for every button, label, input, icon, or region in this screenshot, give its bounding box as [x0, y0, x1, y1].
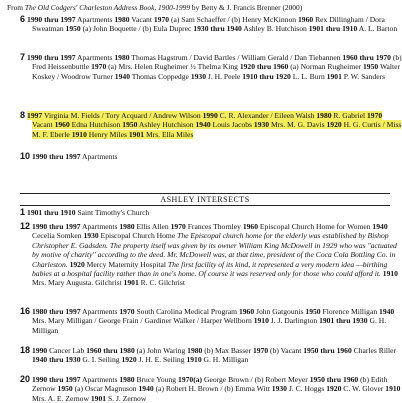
occupant-text: G. H. Milligan	[32, 316, 387, 335]
year-range: 1940 thru 1930	[32, 355, 81, 365]
occupant-text: (a) John Waring	[134, 346, 188, 355]
occupant-text: Henry Miles	[86, 129, 129, 139]
address-number: 6	[20, 14, 26, 24]
year-range: 1910	[253, 316, 269, 326]
occupant-text: Mrs. M. G. Davis	[269, 120, 327, 130]
occupant-text: R. C. Gilchrist	[138, 278, 185, 288]
year-range: 1970	[170, 222, 186, 231]
address-entry	[20, 111, 402, 139]
year-range: 1940	[195, 120, 211, 130]
occupant-text: Thomas Coppedge	[129, 71, 191, 81]
year-range: 1980	[119, 222, 135, 231]
occupant-text: Apartments	[75, 53, 115, 62]
address-entry	[20, 208, 402, 217]
year-range: 1970	[153, 15, 170, 24]
year-range: 1980	[119, 375, 135, 384]
occupant-text: Ellis Allen	[134, 222, 171, 231]
year-range: 1990 thru 1997	[32, 375, 81, 384]
entry-text	[32, 222, 398, 287]
entry-text	[32, 375, 400, 403]
address-entry	[20, 53, 402, 81]
year-range: 1920	[69, 259, 85, 269]
occupant-text: (a) John Boquette / (b) Eula Duprec	[80, 24, 194, 34]
year-range: 1901	[90, 393, 107, 403]
address-number: 1	[20, 207, 26, 217]
occupant-text: Mrs. Ella Miles	[144, 129, 194, 139]
year-range: 1901 thru 1910	[308, 24, 358, 34]
occupant-text: (a) Robert H. Brown / (b) Emma Witt	[153, 384, 272, 394]
year-range: 1960	[242, 222, 259, 231]
address-number: 7	[20, 52, 26, 62]
year-range: 1990 thru 1997	[27, 15, 76, 24]
year-range: 1910 thru 1920	[242, 71, 291, 81]
year-range: 1970	[119, 307, 135, 316]
entry-text	[27, 111, 401, 139]
year-range: 1901	[326, 71, 342, 81]
year-range: 1960 thru 1980	[86, 346, 135, 355]
year-range: 1950	[57, 384, 73, 394]
occupant-text: J. C. Hoggs	[286, 384, 327, 394]
year-range: 1950 thru 1960	[309, 375, 359, 384]
year-range: 1950 thru 1960	[303, 346, 352, 355]
year-range: 1950	[122, 120, 138, 130]
year-range: 1960	[54, 120, 70, 130]
entry-text	[32, 307, 394, 335]
year-range: 1960	[238, 307, 255, 316]
occupant-text: H. G. Curtis / Miss M. F. Eberle	[32, 120, 402, 139]
year-range: 1930	[253, 120, 270, 130]
entry-text	[27, 15, 397, 33]
occupant-text: J. J. Darlington	[268, 316, 320, 326]
occupant-text: Charles Riller	[351, 346, 397, 355]
year-range: 1970	[91, 62, 107, 72]
historical-note: The Episcopal church home for the elderly was established by Bishop Christopher E. Gadsden. The property itself was given by its owner William King McDowell in 1929 who was "actuated by motive of charity" according to the deed. Mr. McDowell was, at that time, president of the Coca Cola Bottling Co. in Charleston.	[32, 231, 397, 269]
year-range: 1990	[202, 111, 218, 120]
year-range: 1940	[138, 384, 154, 394]
year-range: 1940	[372, 222, 388, 231]
year-range: 1910	[385, 384, 401, 394]
occupant-text: (b) Edith Zernow	[32, 375, 388, 394]
occupant-text: Rex Dillingham / Dora Sweatman	[32, 15, 385, 34]
year-range: 1970(a)	[178, 375, 203, 384]
occupant-text: Apartments	[75, 15, 115, 24]
entry-text	[27, 208, 149, 217]
year-range: 1920	[326, 120, 342, 130]
entry-text	[27, 53, 402, 81]
year-range: 1980	[187, 346, 203, 355]
occupant-text: Thomas Hagstrum / David Bartles / William Gerald / Dan Tiebannen	[129, 53, 343, 62]
address-number: 10	[20, 151, 31, 161]
book-title: The Old Codgers' Charleston Address Book, 1900-1999	[24, 3, 191, 12]
year-range: 1930	[190, 71, 206, 81]
year-range: 1901	[123, 278, 139, 288]
year-range: 1901	[128, 129, 145, 139]
year-range: 1950	[305, 307, 321, 316]
year-range: 1920 thru 1960	[239, 62, 289, 72]
year-range: 1920	[121, 355, 137, 365]
occupant-text: J. H. E. Seiling	[136, 355, 187, 365]
address-number: 8	[20, 110, 26, 120]
occupant-text: Vacant	[32, 120, 55, 130]
occupant-text: J. H. Peele	[206, 71, 243, 81]
address-number: 20	[20, 374, 31, 384]
occupant-text: (b) Vacant	[268, 346, 304, 355]
year-range: 1970	[252, 346, 269, 355]
address-number: 12	[20, 221, 31, 231]
occupant-text: Mercy Maternity Hospital	[84, 259, 168, 269]
occupant-text: Cecelia Somken	[32, 231, 84, 241]
year-range: 1990	[32, 346, 48, 355]
occupant-text: (a) Sam Schaeffer / (b) Henry McKinnon	[169, 15, 298, 24]
occupant-text: (b) Max Basser	[202, 346, 253, 355]
occupant-text: Episcopal Church Home for Women	[258, 222, 373, 231]
occupant-text: Mrs. Mary Augusta. Gilchrist	[32, 278, 124, 288]
year-range: 1940	[114, 71, 130, 81]
occupant-text: Virginia M. Fields / Tory Acquard / Andrew Wilson	[42, 111, 203, 120]
year-range: 1990 thru 1997	[27, 53, 76, 62]
address-entry	[20, 307, 402, 335]
address-entry	[20, 375, 402, 403]
occupant-text: Mrs. Mary Milligan / George Frain / Gardiner Walker / Harper Wellborn	[32, 316, 254, 326]
year-range: 1930 thru 1940	[193, 24, 242, 34]
year-range: 1940	[379, 307, 395, 316]
address-entry	[20, 222, 402, 288]
year-range: 1990 thru 1997	[32, 152, 81, 161]
occupant-text: C. R. Alexander / Eileen Walsh	[217, 111, 317, 120]
occupant-text: Apartments	[80, 152, 118, 161]
year-range: 1960 thru 1970	[342, 53, 391, 62]
year-range: 1980	[316, 111, 332, 120]
occupant-text: South Carolina Medical Program	[134, 307, 239, 316]
occupant-text: Ashley Hutchison	[137, 120, 196, 130]
occupant-text: (b) Fred Heissenbuttle	[32, 53, 402, 72]
year-range: 1980	[114, 15, 130, 24]
occupant-text: (a) Mrs. Helen Rugheimer ½ Thelma King	[106, 62, 240, 72]
year-range: 1997	[27, 111, 43, 120]
occupant-text: Apartments	[80, 222, 120, 231]
occupant-text: Apartments	[80, 375, 120, 384]
occupant-text: Edna Hutchison	[69, 120, 123, 130]
year-range: 1930	[271, 384, 287, 394]
occupant-text: G. H. Milligan	[201, 355, 249, 365]
occupant-text: L. L. Burn	[290, 71, 327, 81]
occupant-text: C. W. Glover	[341, 384, 386, 394]
address-number: 16	[20, 306, 31, 316]
occupant-text: George Brown / (b) Robert Meyer	[202, 375, 310, 384]
occupant-text: Cancer Lab	[47, 346, 87, 355]
occupant-text: A. L. Barton	[357, 24, 398, 34]
address-entry	[20, 152, 402, 161]
entry-text	[32, 346, 396, 364]
occupant-text: G. I. Seiling	[80, 355, 122, 365]
year-range: 1910	[382, 269, 398, 279]
occupant-text: Bruce Young	[134, 375, 179, 384]
occupant-text: P. W. Sanders	[341, 71, 386, 81]
occupant-text: (a) Oscar Magnuson	[72, 384, 139, 394]
entry-text	[32, 152, 117, 161]
year-range: 1960	[297, 15, 314, 24]
occupant-text: Louis Jacobs	[210, 120, 254, 130]
occupant-text: Apartments	[80, 307, 120, 316]
year-range: 1990 thru 1997	[32, 222, 81, 231]
source-citation	[7, 3, 302, 12]
occupant-text: Vacant	[129, 15, 154, 24]
occupant-text: John Gatgounis	[254, 307, 306, 316]
year-range: 1970	[366, 111, 383, 120]
occupant-text: Ashley B. Hutchison	[241, 24, 309, 34]
year-range: 1910	[71, 129, 87, 139]
occupant-text: Walter Koskey / Woodrow Turner	[32, 62, 400, 81]
citation-prefix: From	[7, 3, 25, 12]
occupant-text: R. Gabriel	[331, 111, 367, 120]
year-range: 1901 thru 1930	[319, 316, 368, 326]
occupant-text: Frances Thornley	[185, 222, 243, 231]
year-range: 1980	[114, 53, 130, 62]
year-range: 1950	[363, 62, 379, 72]
year-range: 1901 thru 1910	[27, 208, 76, 217]
address-number: 18	[20, 345, 31, 355]
section-heading: ASHLEY INTERSECTS	[20, 193, 390, 206]
citation-suffix: by Betty & J. Francis Brenner (2000)	[190, 3, 303, 12]
address-entry	[20, 15, 402, 34]
year-range: 1910	[186, 355, 202, 365]
occupant-text: Episcopal Church Home	[98, 231, 178, 241]
historical-note: The first facility of its kind, it represented a very modern idea —birthing babies at a hospital facility rather than in one's home. Of course it was reserved only for those who could afford it.	[32, 259, 388, 279]
occupant-text: Saint Timothy's Church	[75, 208, 150, 217]
occupant-text: Florence Milligan	[320, 307, 380, 316]
year-range: 1950	[65, 24, 81, 34]
year-range: 1980 thru 1997	[32, 307, 81, 316]
occupant-text: (a) Norman Rugheimer	[288, 62, 363, 72]
address-entry	[20, 346, 402, 365]
year-range: 1920	[326, 384, 342, 394]
occupant-text: Mrs. A. E. Zernow	[32, 393, 91, 403]
year-range: 1930	[83, 231, 99, 241]
occupant-text: S. J. Zernow	[106, 393, 147, 403]
